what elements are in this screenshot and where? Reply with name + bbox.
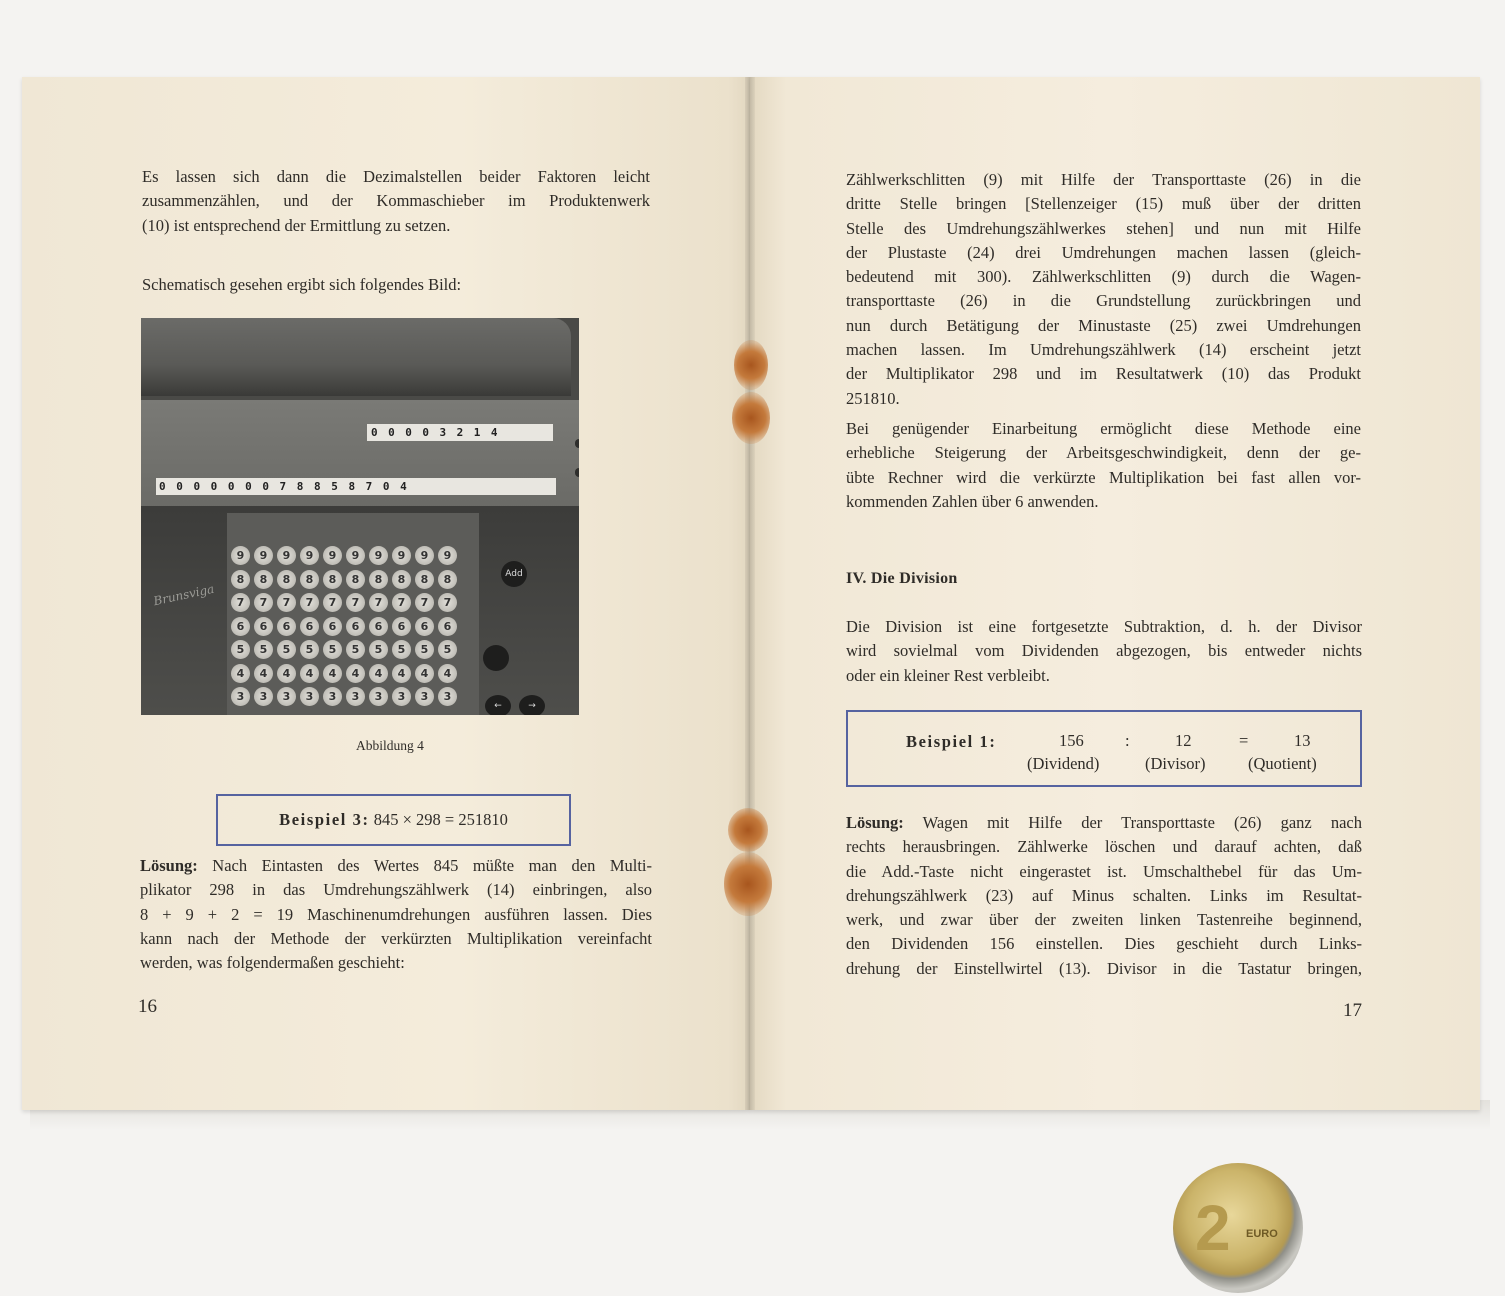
figure-caption: Abbildung 4	[356, 738, 424, 753]
text-line: dritte Stelle bringen [Stellenzeiger (15) muß über der dritten	[846, 194, 1361, 214]
coin-euro-text: EURO	[1246, 1228, 1278, 1240]
text-line: die Add.-Taste nicht eingerastet ist. Umschalthebel für das Um-	[846, 861, 1362, 881]
example-3-box	[216, 794, 571, 846]
section-heading: IV. Die Division	[846, 570, 958, 587]
text-line: erhebliche Steigerung der Arbeitsgeschwindigkeit, denn der ge-	[846, 443, 1361, 463]
rust-stain	[728, 808, 768, 852]
text-line: (10) ist entsprechend der Ermittlung zu setzen.	[142, 215, 451, 235]
text-line: transporttaste (26) in die Grundstellung zurückbringen und	[846, 291, 1361, 311]
page-number-right: 17	[1343, 1000, 1362, 1021]
page-number-left: 16	[138, 996, 157, 1017]
text-line: werden, was folgendermaßen geschieht:	[140, 953, 405, 973]
text-line: nun durch Betätigung der Minustaste (25) zwei Umdrehungen	[846, 315, 1361, 335]
dividend-value: 156	[1059, 731, 1084, 750]
text-line: rechts herausbringen. Zählwerke löschen und darauf achten, daß	[846, 837, 1362, 857]
right-methodology-paragraph	[846, 417, 1361, 514]
example-label: Beispiel 3:	[279, 810, 370, 829]
text-line: der Multiplikator 298 und im Resultatwerk (10) das Produkt	[846, 364, 1361, 384]
brand-logo: Brunsviga	[152, 581, 216, 609]
text-line: 251810.	[846, 388, 900, 408]
example-expression: 845 × 298 = 251810	[373, 810, 508, 829]
text-line: werk, und zwar über der zweiten linken Tastenreihe beginnend,	[846, 910, 1362, 930]
text-line: Schematisch gesehen ergibt sich folgendes Bild:	[142, 275, 462, 294]
round-button	[483, 645, 509, 671]
text-line: Bei genügender Einarbeitung ermöglicht diese Methode eine	[846, 419, 1361, 438]
left-intro-paragraph	[142, 165, 650, 238]
rust-stain	[734, 340, 768, 390]
text-line: Zählwerkschlitten (9) mit Hilfe der Transporttaste (26) in die	[846, 170, 1361, 189]
text-line: bedeutend mit 300). Zählwerkschlitten (9) durch die Wagen-	[846, 267, 1361, 287]
lever-handle	[575, 468, 579, 477]
right-division-paragraph	[846, 615, 1362, 688]
text-line: wird sovielmal vom Dividenden abgezogen, bis entweder nichts	[846, 641, 1362, 661]
text-line: drehungszählwerk (23) auf Minus schalten. Links im Resultat-	[846, 885, 1362, 905]
text-line: kommenden Zahlen über 6 anwenden.	[846, 491, 1099, 511]
left-schematic-paragraph	[142, 273, 650, 297]
divisor-label: (Divisor)	[1145, 754, 1206, 773]
quotient-label: (Quotient)	[1248, 754, 1317, 773]
text-line: 8 + 9 + 2 = 19 Maschinenumdrehungen ausführen lassen. Dies	[140, 904, 652, 924]
text-line: der Plustaste (24) drei Umdrehungen machen lassen (gleich-	[846, 242, 1361, 262]
text-line: Die Division ist eine fortgesetzte Subtraktion, d. h. der Divisor	[846, 617, 1362, 636]
example-1-box	[846, 710, 1362, 787]
divisor-value: 12	[1175, 731, 1192, 750]
text-line: Lösung: Nach Eintasten des Wertes 845 müßte man den Multi-	[140, 856, 652, 875]
right-intro-paragraph	[846, 168, 1361, 411]
calculator-photo	[141, 318, 579, 715]
book-spine	[745, 77, 755, 1110]
lever-handle	[575, 439, 579, 448]
text-line: übte Rechner wird die verkürzte Multiplikation bei fast allen vor-	[846, 467, 1361, 487]
division-colon: :	[1125, 731, 1130, 750]
text-line: Lösung: Wagen mit Hilfe der Transporttaste (26) ganz nach	[846, 813, 1362, 832]
equals-sign: =	[1239, 731, 1249, 750]
text-line: Es lassen sich dann die Dezimalstellen beider Faktoren leicht	[142, 167, 650, 186]
text-line: Stelle des Umdrehungszählwerkes stehen] und nun mit Hilfe	[846, 218, 1361, 238]
left-solution-paragraph	[140, 854, 652, 975]
left-arrow-button: ←	[485, 695, 511, 715]
quotient-value: 13	[1294, 731, 1311, 750]
dividend-label: (Dividend)	[1027, 754, 1100, 773]
text-line: kann nach der Methode der verkürzten Multiplikation vereinfacht	[140, 928, 652, 948]
text-line: oder ein kleiner Rest verbleibt.	[846, 665, 1050, 685]
text-line: den Dividenden 156 einstellen. Dies geschieht durch Links-	[846, 934, 1362, 954]
machine-cover	[141, 318, 571, 396]
revolution-counter-digits: 00003214	[371, 426, 508, 439]
right-arrow-button: →	[519, 695, 545, 715]
right-solution-paragraph	[846, 811, 1362, 981]
result-register-digits: 000000078858704	[159, 480, 418, 493]
text-line: plikator 298 in das Umdrehungszählwerk (14) einbringen, also	[140, 880, 652, 900]
text-line: drehung der Einstellwirtel (13). Divisor in die Tastatur bringen,	[846, 958, 1362, 978]
rust-stain	[724, 852, 772, 916]
keyboard-keys: 9 9 9 9 9 9 9 9 9 9 8 8 8 8 8 8 8 8 8 8 7 7 7 7 7 7 7 7 7 7 6 6 6 6 6 6 6 6 6 6 5 5 5 5 5 5 5 5 5 5 4 4 4 4 4 4 4 4 4 4 3 3 3 3 3 3 3 3 3 3	[231, 544, 461, 709]
coin-value: 2	[1195, 1192, 1231, 1264]
rust-stain	[732, 392, 770, 444]
add-button: Add	[501, 561, 527, 587]
example-label: Beispiel 1:	[906, 732, 997, 751]
text-line: zusammenzählen, und der Kommaschieber im Produktenwerk	[142, 191, 650, 211]
text-line: machen lassen. Im Umdrehungszählwerk (14) erscheint jetzt	[846, 340, 1361, 360]
